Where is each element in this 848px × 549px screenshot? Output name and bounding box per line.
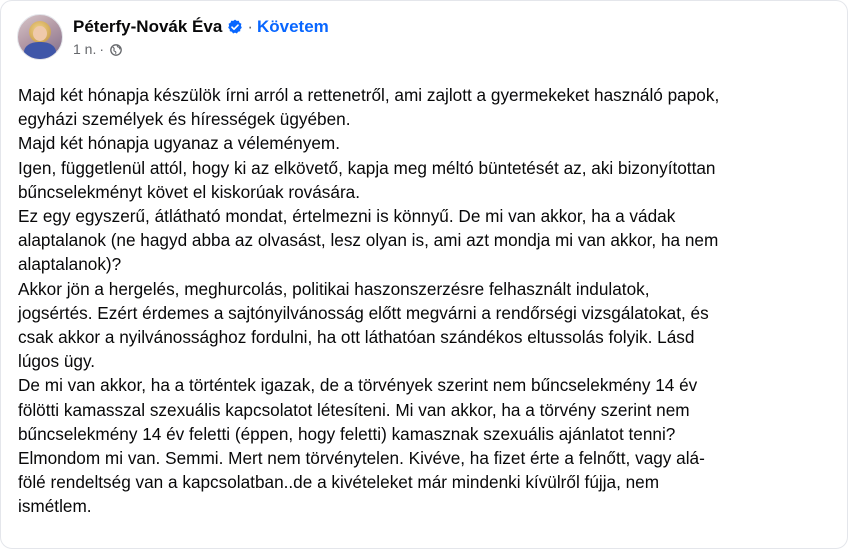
timestamp-row xyxy=(73,41,329,57)
post-line: alaptalanok (ne hagyd abba az olvasást, lesz olyan is, ami azt mondja mi van akkor, ha nem xyxy=(18,230,719,251)
post-line: csak akkor a nyilvánossághoz fordulni, ha ott láthatóan szándékos eltussolás folyik. Lásd xyxy=(18,327,695,348)
author-avatar[interactable] xyxy=(17,14,63,60)
post-line: egyházi személyek és hírességek ügyében. xyxy=(18,109,351,130)
post-line: ismétlem. xyxy=(18,496,92,517)
post-line: bűncselekmény 14 év feletti (éppen, hogy feletti) kamasznak szexuális ajánlatot tenni? xyxy=(18,423,676,444)
avatar-body xyxy=(24,42,56,60)
author-row xyxy=(73,16,329,38)
author-name[interactable]: Péterfy-Novák Éva xyxy=(73,17,223,36)
post-line: jogsértés. Ezért érdemes a sajtónyilvánosság előtt megvárni a rendőrségi vizsgálatokat, és xyxy=(18,302,709,323)
post-line: Majd két hónapja készülök írni arról a rettenetről, ami zajlott a gyermekeket használó papok, xyxy=(18,85,720,105)
post-line: Majd két hónapja ugyanaz a véleményem. xyxy=(18,133,340,154)
name-separator: · xyxy=(247,17,253,36)
verified-badge-icon xyxy=(227,19,243,35)
post-line: bűncselekményt követ el kiskorúak rovására. xyxy=(18,181,360,202)
post-line: lúgos ügy. xyxy=(18,351,96,372)
post-line: De mi van akkor, ha a történtek igazak, de a törvények szerint nem bűncselekmény 14 év xyxy=(18,375,698,396)
post-line: Ez egy egyszerű, átlátható mondat, értelmezni is könnyű. De mi van akkor, ha a vádak xyxy=(18,206,676,227)
follow-button[interactable]: Követem xyxy=(256,17,329,36)
post-timestamp[interactable]: 1 n. xyxy=(73,41,97,57)
post-line: Akkor jön a hergelés, meghurcolás, politikai haszonszerzésre felhasznált indulatok, xyxy=(18,278,650,299)
globe-icon[interactable] xyxy=(110,43,122,55)
post-text xyxy=(18,83,838,519)
post-meta xyxy=(73,16,329,57)
avatar-face xyxy=(33,26,47,41)
post-line: fölé rendeltség van a kapcsolatban..de a kivételeket már mindenki kívülről fújja, nem xyxy=(18,472,660,493)
post-line: alaptalanok)? xyxy=(18,254,122,275)
post-line: fölötti kamasszal szexuális kapcsolatot létesíteni. Mi van akkor, ha a törvény szerint nem xyxy=(18,399,690,420)
post-header xyxy=(17,14,329,60)
post-line: Elmondom mi van. Semmi. Mert nem törvénytelen. Kivéve, ha fizet érte a felnőtt, vagy alá- xyxy=(18,448,705,469)
time-separator: · xyxy=(99,41,105,57)
post-line: Igen, függetlenül attól, hogy ki az elkövető, kapja meg méltó büntetését az, aki bizonyítottan xyxy=(18,157,716,178)
